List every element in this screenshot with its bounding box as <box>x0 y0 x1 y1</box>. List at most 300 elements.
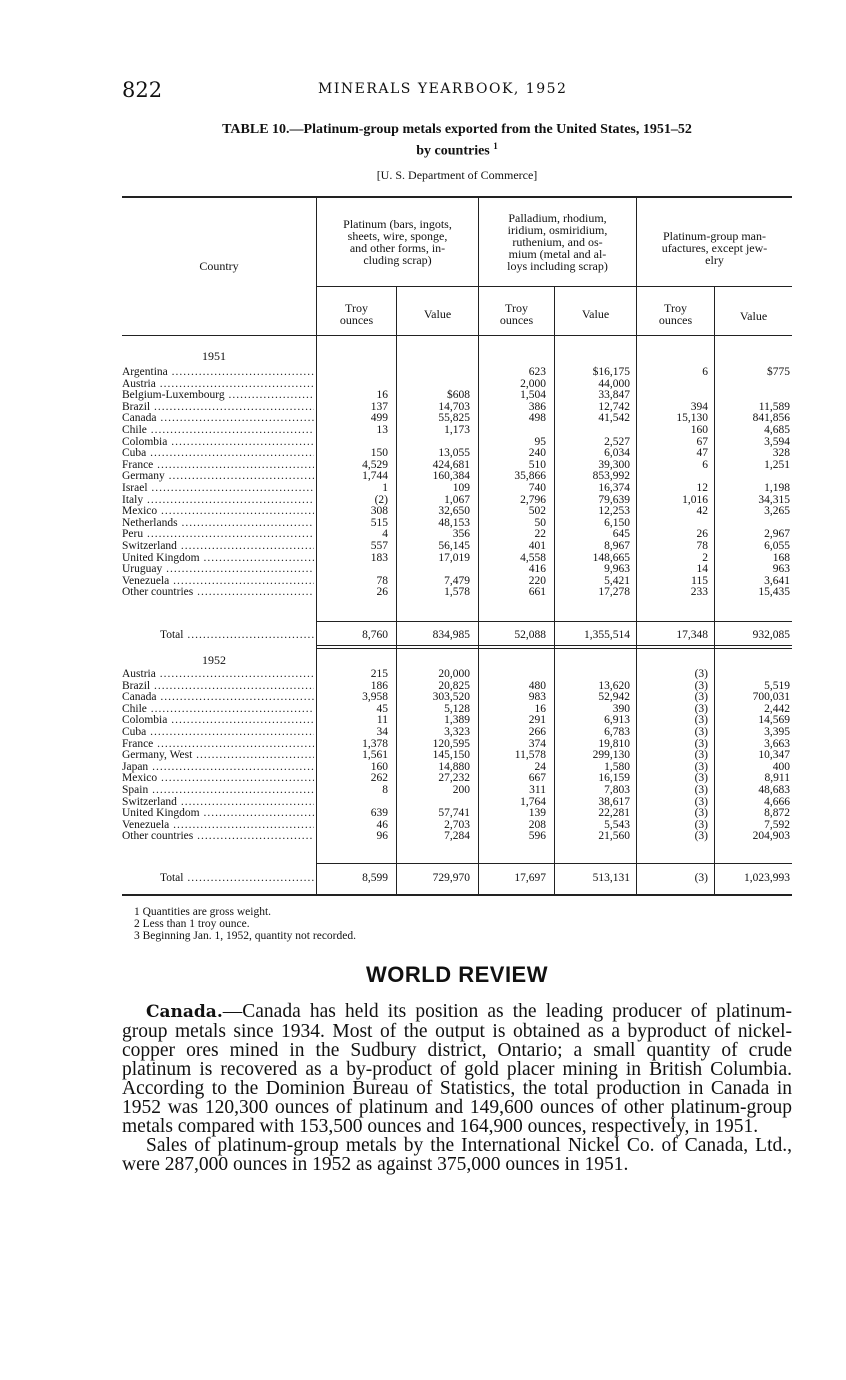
row-cell: 1,251 <box>764 458 790 471</box>
row-cell: 557 <box>370 540 388 552</box>
row-cell: 853,992 <box>592 470 630 483</box>
row-cell: (3) <box>694 830 708 843</box>
row-cell: 983 <box>528 691 546 704</box>
row-cell: 240 <box>528 447 546 460</box>
subheader-troy-ounces-3: Troy ounces <box>658 301 693 327</box>
row-cell: 1,764 <box>520 795 546 808</box>
row-country: Austria ..... <box>122 668 314 680</box>
row-cell: 1,578 <box>444 586 470 599</box>
row-country: Venezuela ..... <box>122 819 314 831</box>
row-cell: 19,810 <box>598 737 630 750</box>
row-cell: 513,131 <box>592 872 630 884</box>
row-cell: 41,542 <box>598 412 630 425</box>
row-cell: (3) <box>694 691 708 704</box>
year-1951-label: 1951 <box>202 349 226 363</box>
row-cell: 416 <box>528 563 546 576</box>
row-cell: 79,639 <box>598 493 630 506</box>
table-row <box>122 366 792 378</box>
table-row <box>122 703 792 715</box>
row-cell: 932,085 <box>752 629 790 641</box>
row-cell: (3) <box>694 795 708 808</box>
table-row <box>122 401 792 413</box>
row-cell: 308 <box>370 505 388 518</box>
row-cell: 3,395 <box>764 726 790 738</box>
row-cell: 8,872 <box>764 807 790 820</box>
row-country: Cuba ..... <box>122 726 314 738</box>
row-cell: 14 <box>696 563 708 576</box>
row-cell: 1,016 <box>682 493 708 506</box>
table-row <box>122 528 792 540</box>
total-1952-top-rule <box>316 863 792 864</box>
row-country: Belgium-Luxembourg ..... <box>122 389 314 401</box>
row-cell: 6,055 <box>764 540 790 552</box>
page-header <box>122 78 792 102</box>
row-country: Israel ..... <box>122 482 314 494</box>
row-cell: 645 <box>612 528 630 541</box>
row-country: Chile ..... <box>122 424 314 436</box>
total-1951-bottom-rule-b <box>316 648 792 649</box>
row-cell: 215 <box>370 668 388 680</box>
row-cell: 233 <box>690 586 708 599</box>
row-cell: 15,435 <box>758 586 790 599</box>
row-country: Japan ..... <box>122 761 314 773</box>
row-cell: 220 <box>528 574 546 587</box>
row-cell: 394 <box>690 400 708 413</box>
row-cell: 6,913 <box>604 714 630 727</box>
row-cell: 168 <box>772 551 790 564</box>
row-country: Germany, West ..... <box>122 749 314 761</box>
row-cell: 12,742 <box>598 400 630 413</box>
row-cell: 400 <box>772 760 790 773</box>
row-cell: 1,067 <box>444 493 470 506</box>
row-country: Brazil ..... <box>122 401 314 413</box>
row-country: Germany ..... <box>122 470 314 482</box>
row-cell: 12 <box>696 482 708 494</box>
row-cell: 33,847 <box>598 389 630 402</box>
row-cell: 2,442 <box>764 702 790 715</box>
table-row <box>122 807 792 819</box>
row-cell: 27,232 <box>438 772 470 785</box>
table-row <box>122 540 792 552</box>
row-cell: 1,744 <box>362 470 388 483</box>
table-row <box>122 563 792 575</box>
table-row <box>122 586 792 598</box>
row-cell: 42 <box>696 505 708 518</box>
table-caption-note: 1 <box>493 141 498 151</box>
row-cell: 502 <box>528 505 546 518</box>
row-cell: 7,803 <box>604 784 630 796</box>
row-country: Mexico ..... <box>122 772 314 784</box>
table-row <box>122 575 792 587</box>
row-cell: 6,783 <box>604 726 630 738</box>
table-row <box>122 494 792 506</box>
row-cell: 204,903 <box>752 830 790 843</box>
group-palladium-header: Palladium, rhodium, iridium, osmiridium, ruthenium, and os- mium (metal and al- loys including scrap) <box>507 211 608 273</box>
row-cell: 299,130 <box>592 749 630 762</box>
total-row <box>122 629 792 641</box>
row-country: Total ..... <box>160 629 314 641</box>
paragraph-sales: Sales of platinum-group metals by the International Nickel Co. of Canada, Ltd., were 287,000 ounces in 1952 as against 375,000 ounces in 1951. <box>122 1135 792 1175</box>
row-cell: 160,384 <box>432 470 470 483</box>
row-cell: 15,130 <box>676 412 708 425</box>
table-row <box>122 459 792 471</box>
row-cell: 639 <box>370 807 388 820</box>
row-cell: 186 <box>370 679 388 692</box>
row-cell: 52,942 <box>598 691 630 704</box>
row-cell: 48,683 <box>758 784 790 796</box>
row-cell: 38,617 <box>598 795 630 808</box>
row-cell: 729,970 <box>432 872 470 884</box>
paragraph-canada: Canada.—Canada has held its position as the leading producer of platinum-group metals since 1934. Most of the output is obtained as a byproduct of nickel-copper ores mined in the Sudbury district, Ontario; a small quantity of crude platinum is recovered as a by-product of gold placer mining in British Columbia. According to the Dominion Bureau of Statistics, the total production in Canada in 1952 was 120,300 ounces of platinum and 149,600 ounces of other platinum-group metals compared with 153,500 ounces and 164,900 ounces, respectively, in 1951. <box>122 1001 792 1137</box>
row-cell: 328 <box>772 447 790 460</box>
row-cell: 3,663 <box>764 737 790 750</box>
row-cell: 24 <box>534 760 546 773</box>
table-row <box>122 796 792 808</box>
row-cell: 386 <box>528 400 546 413</box>
row-cell: 5,543 <box>604 818 630 831</box>
row-country: Other countries ..... <box>122 586 314 598</box>
row-cell: 3,958 <box>362 691 388 704</box>
row-cell: 3,265 <box>764 505 790 518</box>
row-country: France ..... <box>122 459 314 471</box>
row-cell: 841,856 <box>752 412 790 425</box>
footnotes <box>134 906 356 942</box>
body-text <box>122 1002 792 1174</box>
row-cell: 1,198 <box>764 482 790 494</box>
row-country: Mexico ..... <box>122 505 314 517</box>
row-cell: 32,650 <box>438 505 470 518</box>
row-cell: 50 <box>534 516 546 529</box>
row-cell: 16 <box>376 389 388 402</box>
row-country: Argentina ..... <box>122 366 314 378</box>
row-cell: 2,967 <box>764 528 790 541</box>
row-cell: 139 <box>528 807 546 820</box>
table-row <box>122 830 792 842</box>
row-cell: 291 <box>528 714 546 727</box>
row-cell: 8 <box>382 784 388 796</box>
row-cell: 2,703 <box>444 818 470 831</box>
row-cell: 1,580 <box>604 760 630 773</box>
row-cell: 17,019 <box>438 551 470 564</box>
row-cell: 17,278 <box>598 586 630 599</box>
subheader-troy-ounces-1: Troy ounces <box>339 301 374 327</box>
row-country: Uruguay ..... <box>122 563 314 575</box>
table-row <box>122 819 792 831</box>
row-cell: 6 <box>702 366 708 378</box>
row-cell: 35,866 <box>514 470 546 483</box>
row-cell: 78 <box>696 540 708 552</box>
row-country: Peru ..... <box>122 528 314 540</box>
table-caption-line1: TABLE 10.—Platinum-group metals exported from the United States, 1951–52 <box>222 122 692 137</box>
row-cell: 115 <box>691 574 708 587</box>
table-row <box>122 505 792 517</box>
row-cell: 5,128 <box>444 702 470 715</box>
row-country: Switzerland ..... <box>122 796 314 808</box>
subheader-value-2: Value <box>581 307 610 321</box>
footnote-3: 3 Beginning Jan. 1, 1952, quantity not recorded. <box>134 930 356 942</box>
row-cell: 160 <box>370 760 388 773</box>
row-cell: 7,592 <box>764 818 790 831</box>
row-country: Canada ..... <box>122 412 314 424</box>
row-cell: 183 <box>370 551 388 564</box>
row-cell: 48,153 <box>438 516 470 529</box>
row-cell: 13,055 <box>438 447 470 460</box>
row-cell: 424,681 <box>432 458 470 471</box>
row-country: Netherlands ..... <box>122 517 314 529</box>
row-cell: 26 <box>696 528 708 541</box>
row-country: Other countries ..... <box>122 830 314 842</box>
table-row <box>122 680 792 692</box>
footnote-1: 1 Quantities are gross weight. <box>134 906 272 918</box>
table-caption-line2: by countries <box>416 143 490 159</box>
table-row <box>122 389 792 401</box>
table-row <box>122 691 792 703</box>
row-cell: 4,529 <box>362 458 388 471</box>
row-cell: 22,281 <box>598 807 630 820</box>
table-top-rule <box>122 196 792 198</box>
row-cell: 700,031 <box>752 691 790 704</box>
row-cell: 3,594 <box>764 435 790 448</box>
row-cell: 78 <box>376 574 388 587</box>
row-cell: 1,023,993 <box>744 872 790 884</box>
table-row <box>122 772 792 784</box>
row-cell: 2,796 <box>520 493 546 506</box>
row-cell: 7,284 <box>444 830 470 843</box>
row-cell: 311 <box>529 784 546 796</box>
table-row <box>122 738 792 750</box>
row-cell: 55,825 <box>438 412 470 425</box>
row-cell: (2) <box>374 493 388 506</box>
table-row <box>122 378 792 390</box>
row-cell: 208 <box>528 818 546 831</box>
row-cell: 10,347 <box>758 749 790 762</box>
row-country: Venezuela ..... <box>122 575 314 587</box>
row-country: France ..... <box>122 738 314 750</box>
row-country: Colombia ..... <box>122 436 314 448</box>
row-cell: (3) <box>694 668 708 680</box>
row-country: Total ..... <box>160 872 314 884</box>
subheader-value-1: Value <box>423 307 452 321</box>
row-cell: 148,665 <box>592 551 630 564</box>
row-cell: 2 <box>702 551 708 564</box>
row-cell: 4,558 <box>520 551 546 564</box>
row-cell: 1,355,514 <box>584 629 630 641</box>
row-country: United Kingdom ..... <box>122 807 314 819</box>
row-cell: 21,560 <box>598 830 630 843</box>
table-row <box>122 726 792 738</box>
row-cell: 45 <box>376 702 388 715</box>
row-cell: 34 <box>376 726 388 738</box>
total-row <box>122 872 792 884</box>
row-cell: 8,760 <box>362 629 388 641</box>
row-cell: 498 <box>528 412 546 425</box>
col-country-header: Country <box>199 259 239 273</box>
row-cell: 3,323 <box>444 726 470 738</box>
row-cell: 14,880 <box>438 760 470 773</box>
row-cell: 13 <box>376 424 388 436</box>
row-cell: 1,173 <box>444 424 470 436</box>
row-cell: 47 <box>696 447 708 460</box>
row-cell: 5,421 <box>604 574 630 587</box>
row-country: United Kingdom ..... <box>122 552 314 564</box>
row-cell: 661 <box>528 586 546 599</box>
row-cell: 67 <box>696 435 708 448</box>
row-cell: 4 <box>382 528 388 541</box>
table-row <box>122 784 792 796</box>
row-cell: 96 <box>376 830 388 843</box>
row-cell: 22 <box>534 528 546 541</box>
running-title: MINERALS YEARBOOK, 1952 <box>318 81 568 97</box>
row-cell: 150 <box>370 447 388 460</box>
row-cell: 39,300 <box>598 458 630 471</box>
row-cell: 2,000 <box>520 377 546 390</box>
table-row <box>122 447 792 459</box>
row-country: Canada ..... <box>122 691 314 703</box>
row-cell: 20,000 <box>438 668 470 680</box>
row-cell: 7,479 <box>444 574 470 587</box>
row-cell: 6,150 <box>604 516 630 529</box>
table-source: [U. S. Department of Commerce] <box>376 168 538 182</box>
row-cell: 52,088 <box>514 629 546 641</box>
table-row <box>122 412 792 424</box>
header-bottom-rule <box>122 335 792 336</box>
row-cell: 1,389 <box>444 714 470 727</box>
row-cell: 13,620 <box>598 679 630 692</box>
table-caption <box>122 121 792 160</box>
table-row <box>122 761 792 773</box>
table-row <box>122 436 792 448</box>
row-country: Austria ..... <box>122 378 314 390</box>
subheader-troy-ounces-2: Troy ounces <box>499 301 534 327</box>
row-cell: 834,985 <box>432 629 470 641</box>
row-cell: 4,685 <box>764 424 790 436</box>
row-cell: 266 <box>528 726 546 738</box>
lead-canada: Canada. <box>146 1002 223 1022</box>
row-cell: 480 <box>528 679 546 692</box>
row-cell: 14,569 <box>758 714 790 727</box>
row-cell: 12,253 <box>598 505 630 518</box>
row-country: Colombia ..... <box>122 714 314 726</box>
year-1952-label: 1952 <box>202 653 226 667</box>
row-cell: 145,150 <box>432 749 470 762</box>
row-cell: 16,374 <box>598 482 630 494</box>
row-cell: 20,825 <box>438 679 470 692</box>
footnote-2: 2 Less than 1 troy ounce. <box>134 918 250 930</box>
row-cell: 2,527 <box>604 435 630 448</box>
row-cell: 499 <box>370 412 388 425</box>
row-cell: 9,963 <box>604 563 630 576</box>
section-heading: WORLD REVIEW <box>366 962 548 987</box>
row-cell: 1,561 <box>362 749 388 762</box>
row-cell: (3) <box>694 679 708 692</box>
row-country: Spain ..... <box>122 784 314 796</box>
row-country: Switzerland ..... <box>122 540 314 552</box>
row-cell: 200 <box>452 784 470 796</box>
row-country: Brazil ..... <box>122 680 314 692</box>
table-row <box>122 749 792 761</box>
exports-table <box>122 196 792 896</box>
row-cell: 356 <box>452 528 470 541</box>
table-row <box>122 470 792 482</box>
table-row <box>122 552 792 564</box>
row-cell: 401 <box>528 540 546 552</box>
row-cell: $16,175 <box>592 366 630 378</box>
row-cell: 137 <box>370 400 388 413</box>
table-row <box>122 517 792 529</box>
row-cell: 303,520 <box>432 691 470 704</box>
row-cell: 34,315 <box>758 493 790 506</box>
row-cell: 510 <box>528 458 546 471</box>
row-cell: 740 <box>528 482 546 494</box>
row-cell: 374 <box>528 737 546 750</box>
group-manufactures-header: Platinum-group man- ufactures, except jew- elry <box>661 229 768 267</box>
row-cell: 3,641 <box>764 574 790 587</box>
row-cell: (3) <box>694 818 708 831</box>
row-cell: (3) <box>694 726 708 738</box>
row-cell: 8,967 <box>604 540 630 552</box>
row-cell: (3) <box>694 749 708 762</box>
row-cell: 11 <box>376 714 388 727</box>
row-cell: 6,034 <box>604 447 630 460</box>
row-cell: 120,595 <box>432 737 470 750</box>
row-cell: 515 <box>370 516 388 529</box>
row-cell: 596 <box>528 830 546 843</box>
row-cell: (3) <box>694 702 708 715</box>
row-cell: (3) <box>694 737 708 750</box>
row-cell: $608 <box>447 389 470 402</box>
row-cell: 11,578 <box>514 749 546 762</box>
table-bottom-rule <box>122 894 792 896</box>
table-row <box>122 482 792 494</box>
row-cell: 16,159 <box>598 772 630 785</box>
row-cell: 95 <box>534 435 546 448</box>
row-cell: (3) <box>694 872 708 884</box>
row-cell: 6 <box>702 458 708 471</box>
row-cell: $775 <box>767 366 790 378</box>
row-cell: 963 <box>772 563 790 576</box>
row-cell: 44,000 <box>598 377 630 390</box>
total-1951-bottom-rule-a <box>316 645 792 646</box>
row-cell: 1,504 <box>520 389 546 402</box>
row-cell: 667 <box>528 772 546 785</box>
row-cell: (3) <box>694 807 708 820</box>
page-number: 822 <box>122 78 163 102</box>
group-platinum-header: Platinum (bars, ingots, sheets, wire, sponge, and other forms, in- cluding scrap) <box>343 217 452 267</box>
row-cell: 262 <box>370 772 388 785</box>
row-cell: 1,378 <box>362 737 388 750</box>
subheader-value-3: Value <box>739 309 768 323</box>
table-row <box>122 668 792 680</box>
row-cell: 26 <box>376 586 388 599</box>
row-cell: 5,519 <box>764 679 790 692</box>
row-cell: (3) <box>694 714 708 727</box>
row-cell: 109 <box>452 482 470 494</box>
row-cell: (3) <box>694 784 708 796</box>
row-cell: 8,911 <box>764 772 790 785</box>
row-cell: 17,348 <box>676 629 708 641</box>
row-cell: 160 <box>690 424 708 436</box>
row-cell: 56,145 <box>438 540 470 552</box>
row-cell: 4,666 <box>764 795 790 808</box>
row-cell: 46 <box>376 818 388 831</box>
row-cell: 57,741 <box>438 807 470 820</box>
row-cell: 8,599 <box>362 872 388 884</box>
row-cell: (3) <box>694 772 708 785</box>
row-cell: 16 <box>534 702 546 715</box>
row-cell: 11,589 <box>758 400 790 413</box>
row-cell: 1 <box>382 482 388 494</box>
total-1951-top-rule <box>316 621 792 622</box>
